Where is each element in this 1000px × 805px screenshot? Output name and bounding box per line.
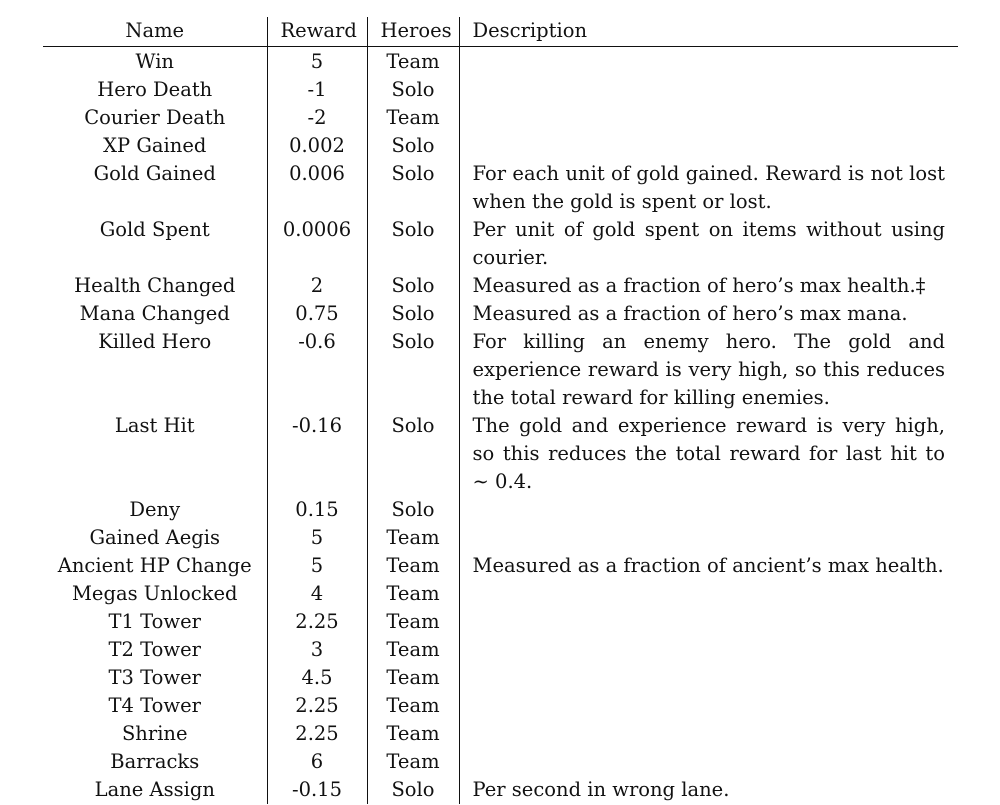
row-description-cell: The gold and experience reward is very high, so this reduces the total reward for last hit to ∼ 0.4. [459, 412, 958, 496]
row-description-cell [459, 692, 958, 720]
table-row [43, 692, 958, 720]
table-row [43, 776, 958, 804]
row-heroes-cell: Team [367, 104, 459, 132]
table-row [43, 132, 958, 160]
row-description-cell [459, 132, 958, 160]
row-heroes-cell: Team [367, 580, 459, 608]
row-heroes-cell: Team [367, 552, 459, 580]
row-heroes-cell: Solo [367, 496, 459, 524]
row-name-cell: Courier Death [84, 106, 226, 129]
row-reward-cell: 0.15 [267, 496, 367, 524]
table-row [43, 664, 958, 692]
row-reward-cell: 3 [267, 636, 367, 664]
row-reward-cell: 5 [267, 47, 367, 77]
row-heroes-cell: Team [367, 748, 459, 776]
table-row [43, 160, 958, 216]
row-heroes-cell: Solo [367, 272, 459, 300]
row-name-cell: XP Gained [103, 134, 207, 157]
table-row [43, 580, 958, 608]
row-name-cell: Mana Changed [79, 302, 230, 325]
row-heroes-cell: Team [367, 664, 459, 692]
row-heroes-cell: Solo [367, 160, 459, 216]
table-row [43, 636, 958, 664]
row-name-cell: Hero Death [97, 78, 213, 101]
row-reward-cell: 0.002 [267, 132, 367, 160]
table-row [43, 552, 958, 580]
row-description-cell [459, 636, 958, 664]
row-reward-cell: 2 [267, 272, 367, 300]
table-row [43, 720, 958, 748]
row-reward-cell: -0.6 [267, 328, 367, 412]
table-row [43, 496, 958, 524]
row-description-cell [459, 608, 958, 636]
row-reward-cell: 0.006 [267, 160, 367, 216]
row-heroes-cell: Solo [367, 132, 459, 160]
table-body [43, 47, 958, 805]
table-row [43, 300, 958, 328]
row-heroes-cell: Team [367, 692, 459, 720]
row-heroes-cell: Team [367, 720, 459, 748]
table-row [43, 608, 958, 636]
row-heroes-cell: Team [367, 636, 459, 664]
row-heroes-cell: Team [367, 524, 459, 552]
row-name-cell: T2 Tower [108, 638, 201, 661]
row-reward-cell: 6 [267, 748, 367, 776]
row-description-cell [459, 47, 958, 77]
table-row [43, 272, 958, 300]
row-reward-cell: 0.0006 [267, 216, 367, 272]
row-heroes-cell: Solo [367, 412, 459, 496]
row-name-cell: Megas Unlocked [71, 582, 238, 605]
header-heroes: Heroes [367, 17, 459, 47]
header-reward: Reward [267, 17, 367, 47]
header-description: Description [459, 17, 958, 47]
row-name-cell: Gained Aegis [89, 526, 221, 549]
table-row [43, 76, 958, 104]
row-name-cell: Barracks [110, 750, 200, 773]
row-description-cell: For each unit of gold gained. Reward is not lost when the gold is spent or lost. [459, 160, 958, 216]
row-name-cell: Health Changed [74, 274, 236, 297]
row-description-cell: Measured as a fraction of hero’s max health.‡ [459, 272, 958, 300]
row-reward-cell: 2.25 [267, 692, 367, 720]
row-name-cell: Lane Assign [94, 778, 215, 801]
row-name-cell: T1 Tower [108, 610, 201, 633]
row-name-cell: Gold Spent [99, 218, 210, 241]
table-row [43, 748, 958, 776]
row-reward-cell: -0.15 [267, 776, 367, 804]
table-row [43, 47, 958, 77]
row-heroes-cell: Solo [367, 76, 459, 104]
row-description-cell: For killing an enemy hero. The gold and experience reward is very high, so this reduces the total reward for killing enemies. [459, 328, 958, 412]
row-name-cell: Deny [129, 498, 181, 521]
row-reward-cell: 2.25 [267, 608, 367, 636]
row-heroes-cell: Team [367, 47, 459, 77]
header-row [43, 17, 958, 47]
row-name-cell: Gold Gained [93, 162, 216, 185]
row-reward-cell: 4.5 [267, 664, 367, 692]
table-row [43, 524, 958, 552]
row-description-cell [459, 496, 958, 524]
row-name-cell: Last Hit [114, 414, 195, 437]
row-description-cell [459, 104, 958, 132]
row-heroes-cell: Solo [367, 216, 459, 272]
table-row [43, 216, 958, 272]
row-reward-cell: 5 [267, 524, 367, 552]
row-name-cell: Win [135, 50, 174, 73]
row-description-cell: Measured as a fraction of ancient’s max health. [459, 552, 958, 580]
row-reward-cell: 0.75 [267, 300, 367, 328]
row-name-cell: Ancient HP Change [57, 554, 252, 577]
row-heroes-cell: Solo [367, 776, 459, 804]
row-description-cell [459, 664, 958, 692]
table-row [43, 104, 958, 132]
row-description-cell [459, 748, 958, 776]
row-reward-cell: 5 [267, 552, 367, 580]
row-heroes-cell: Solo [367, 300, 459, 328]
row-name-cell: T3 Tower [108, 666, 201, 689]
row-name-cell: Killed Hero [98, 330, 212, 353]
row-name-cell: T4 Tower [108, 694, 201, 717]
table-row [43, 328, 958, 412]
row-description-cell: Per unit of gold spent on items without using courier. [459, 216, 958, 272]
row-reward-cell: -1 [267, 76, 367, 104]
reward-table [43, 17, 958, 804]
table-row [43, 412, 958, 496]
row-reward-cell: 4 [267, 580, 367, 608]
row-description-cell [459, 76, 958, 104]
table-header [43, 17, 958, 47]
row-description-cell [459, 720, 958, 748]
row-reward-cell: -2 [267, 104, 367, 132]
row-heroes-cell: Solo [367, 328, 459, 412]
row-description-cell [459, 524, 958, 552]
header-name: Name [125, 19, 185, 42]
row-heroes-cell: Team [367, 608, 459, 636]
row-reward-cell: 2.25 [267, 720, 367, 748]
row-name-cell: Shrine [121, 722, 188, 745]
row-description-cell: Measured as a fraction of hero’s max mana. [459, 300, 958, 328]
row-description-cell [459, 580, 958, 608]
row-reward-cell: -0.16 [267, 412, 367, 496]
row-description-cell: Per second in wrong lane. [459, 776, 958, 804]
